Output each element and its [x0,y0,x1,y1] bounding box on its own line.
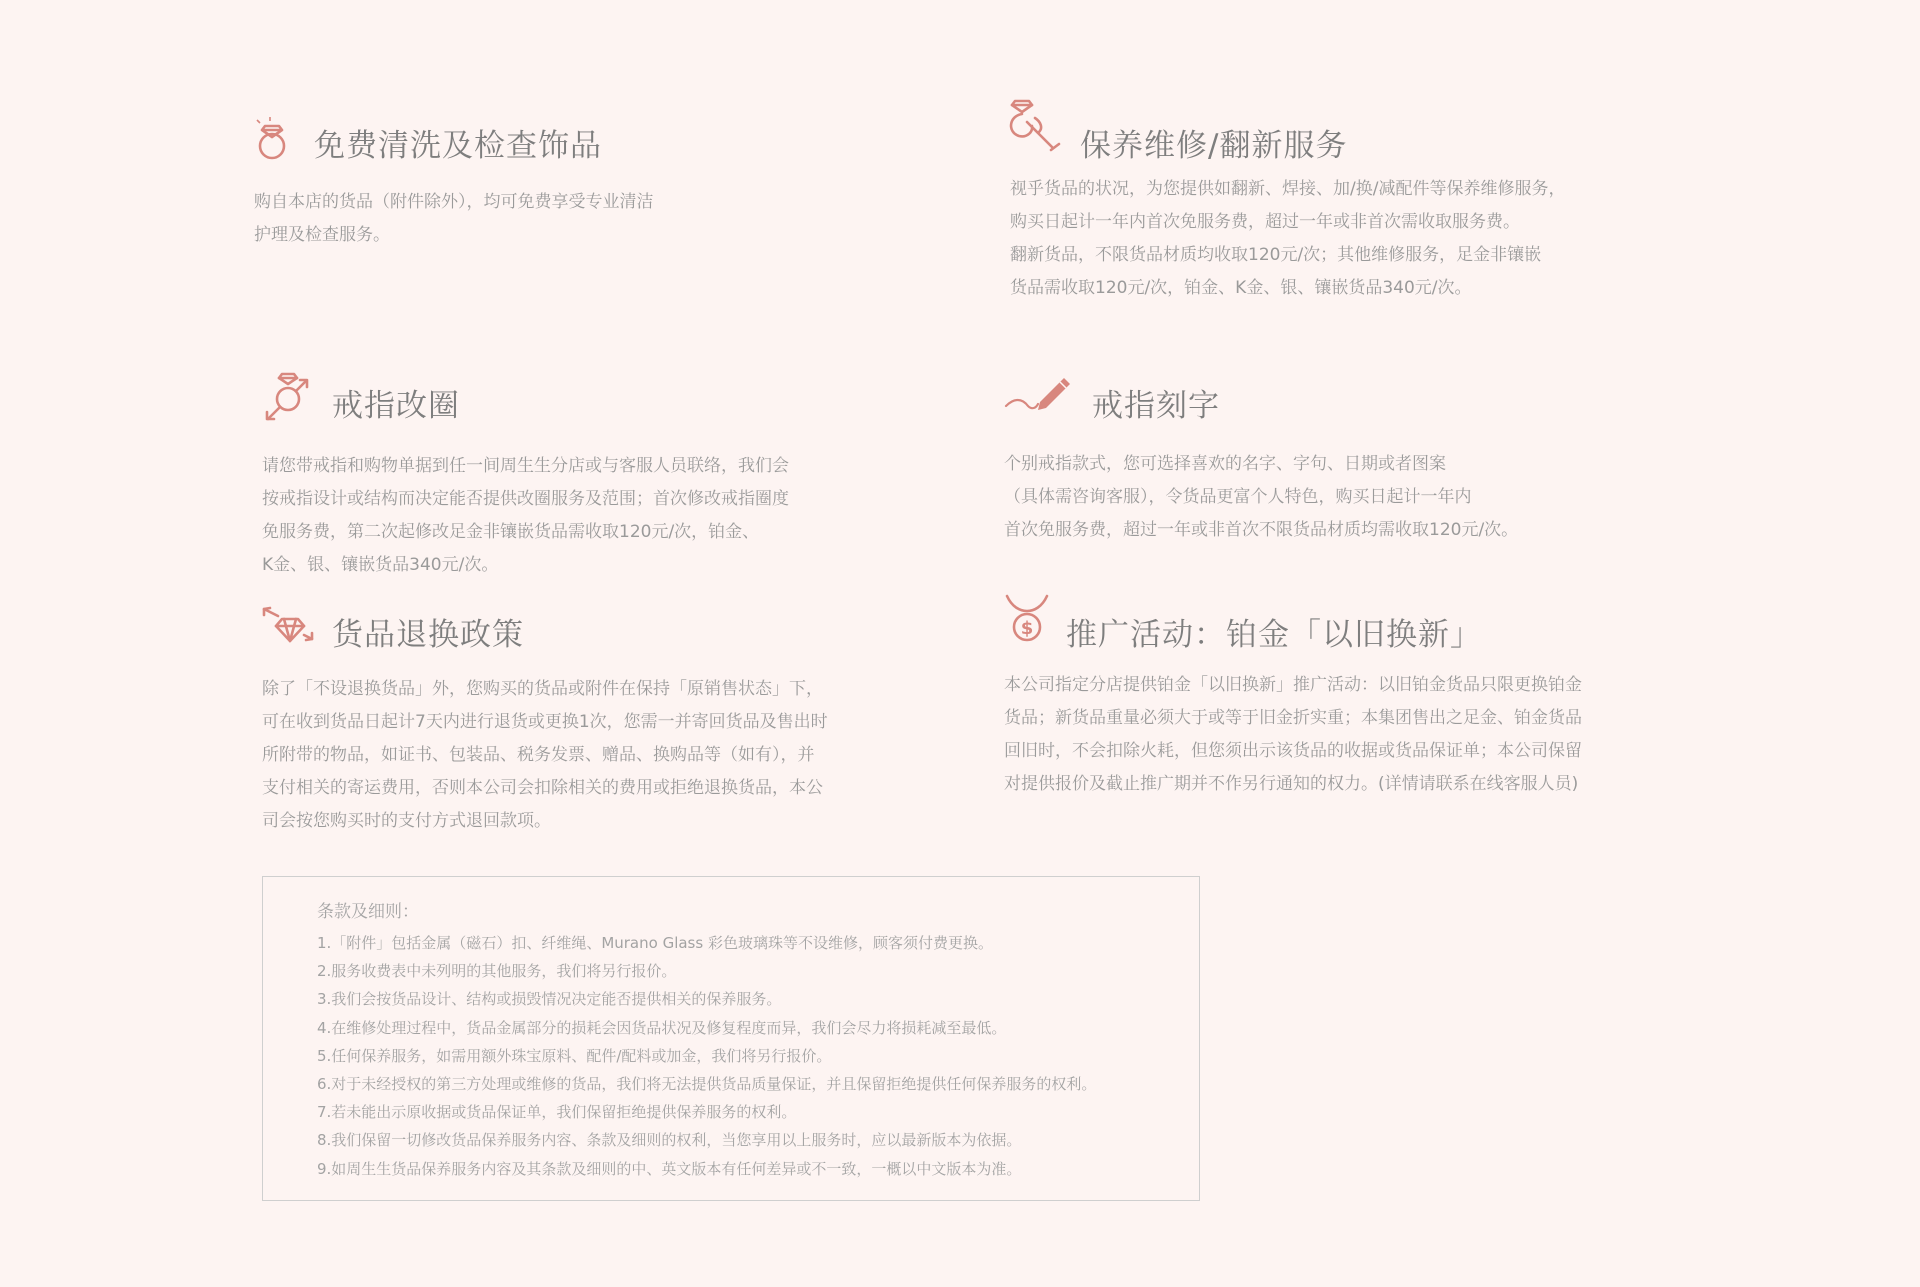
section-header [254,116,654,168]
terms-heading: 条款及细则： [317,902,419,922]
dollar-pendant-icon [1004,593,1050,645]
terms-list [317,929,1096,1183]
section-header [262,372,789,424]
terms-item: 7.若未能出示原收据或货品保证单，我们保留拒绝提供保养服务的权利。 [317,1103,797,1122]
body-line: 对提供报价及截止推广期并不作另行通知的权力。(详情请联系在线客服人员) [1004,774,1579,794]
body-line: 所附带的物品，如证书、包装品、税务发票、赠品、换购品等（如有），并 [262,745,815,765]
body-line: 支付相关的寄运费用，否则本公司会扣除相关的费用或拒绝退换货品，本公 [262,778,823,798]
section-header [1004,372,1518,424]
section-maintenance [1005,98,1565,305]
body-line: 免服务费，第二次起修改足金非镶嵌货品需收取120元/次，铂金、 [262,522,760,542]
terms-content [317,899,1096,1183]
section-ring-resize [262,372,789,582]
section-body [1004,669,1582,801]
section-free-cleaning [254,116,654,252]
body-line: 首次免服务费，超过一年或非首次不限货品材质均需收取120元/次。 [1004,520,1519,540]
terms-item: 4.在维修处理过程中，货品金属部分的损耗会因货品状况及修复程度而异，我们会尽力将损耗减至最低。 [317,1018,1007,1037]
body-line: K金、银、镶嵌货品340元/次。 [262,555,499,575]
body-line: 请您带戒指和购物单据到任一间周生生分店或与客服人员联络，我们会 [262,456,789,476]
section-header [1005,98,1565,164]
body-line: 货品需收取120元/次，铂金、K金、银、镶嵌货品340元/次。 [1010,278,1472,298]
body-line: 购买日起计一年内首次免服务费，超过一年或非首次需收取服务费。 [1010,212,1520,232]
terms-item: 2.服务收费表中未列明的其他服务，我们将另行报价。 [317,962,677,981]
section-title: 戒指刻字 [1092,388,1220,424]
body-line: 回旧时，不会扣除火耗，但您须出示该货品的收据或货品保证单；本公司保留 [1004,741,1582,761]
terms-item: 6.对于未经授权的第三方处理或维修的货品，我们将无法提供货品质量保证，并且保留拒绝提供任何保养服务的权利。 [317,1075,1097,1094]
engraving-pen-icon [1004,372,1070,418]
terms-box [262,876,1200,1201]
body-line: 购自本店的货品（附件除外），均可免费享受专业清洁 [254,192,654,212]
section-body [254,186,654,252]
body-line: 本公司指定分店提供铂金「以旧换新」推广活动：以旧铂金货品只限更换铂金 [1004,675,1582,695]
section-promotion [1004,593,1582,801]
diamond-ring-icon [254,116,294,164]
terms-item: 8.我们保留一切修改货品保养服务内容、条款及细则的权利，当您享用以上服务时，应以最新版本为依据。 [317,1131,1022,1150]
body-line: 视乎货品的状况，为您提供如翻新、焊接、加/换/减配件等保养维修服务， [1010,179,1566,199]
body-line: 货品；新货品重量必须大于或等于旧金折实重；本集团售出之足金、铂金货品 [1004,708,1582,728]
terms-item: 9.如周生生货品保养服务内容及其条款及细则的中、英文版本有任何差异或不一致，一概以中文版本为准。 [317,1159,1022,1178]
body-line: 可在收到货品日起计7天内进行退货或更换1次，您需一并寄回货品及售出时 [262,712,828,732]
section-body [1010,173,1565,305]
section-body [262,673,828,838]
body-line: 个别戒指款式，您可选择喜欢的名字、字句、日期或者图案 [1004,454,1446,474]
section-returns [262,605,828,838]
diamond-exchange-icon [262,605,314,647]
section-title: 推广活动：铂金「以旧换新」 [1066,617,1482,653]
section-engraving [1004,372,1518,547]
body-line: 护理及检查服务。 [254,225,390,245]
body-line: 按戒指设计或结构而决定能否提供改圈服务及范围；首次修改戒指圈度 [262,489,789,509]
section-body [1004,448,1518,547]
section-title: 免费清洗及检查饰品 [314,128,602,164]
section-title: 戒指改圈 [332,388,460,424]
ring-tools-icon [1005,98,1067,160]
body-line: （具体需咨询客服），令货品更富个人特色，购买日起计一年内 [1004,487,1472,507]
terms-item: 5.任何保养服务，如需用额外珠宝原料、配件/配料或加金，我们将另行报价。 [317,1046,832,1065]
ring-resize-icon [262,372,312,422]
section-header [262,605,828,657]
body-line: 翻新货品，不限货品材质均收取120元/次；其他维修服务，足金非镶嵌 [1010,245,1542,265]
section-body [262,450,789,582]
terms-item: 3.我们会按货品设计、结构或损毁情况决定能否提供相关的保养服务。 [317,990,782,1009]
terms-item: 1.「附件」包括金属（磁石）扣、纤维绳、Murano Glass 彩色玻璃珠等不设维修，顾客须付费更换。 [317,934,993,952]
section-title: 保养维修/翻新服务 [1080,128,1348,164]
svg-text:$: $ [1020,618,1034,639]
section-title: 货品退换政策 [332,617,524,653]
section-header [1004,593,1582,657]
body-line: 司会按您购买时的支付方式退回款项。 [262,811,551,831]
body-line: 除了「不设退换货品」外，您购买的货品或附件在保持「原销售状态」下， [262,679,823,699]
